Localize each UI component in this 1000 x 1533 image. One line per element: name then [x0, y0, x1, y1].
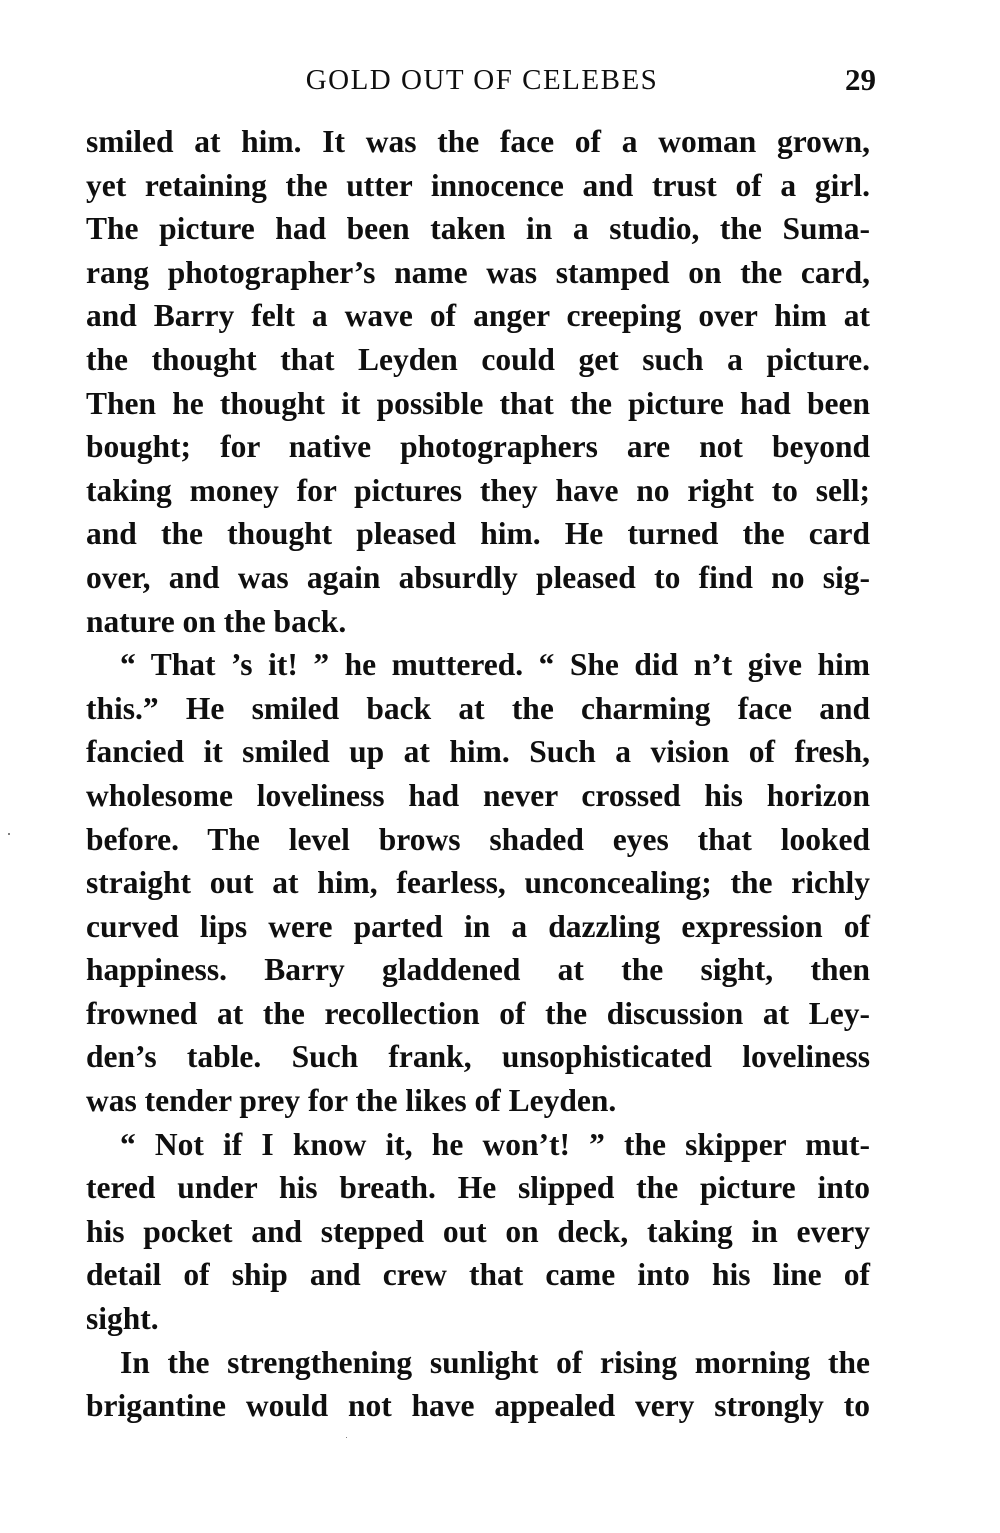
text-line: the thought that Leyden could get such a picture.: [86, 341, 870, 377]
running-title: GOLD OUT OF CELEBES: [305, 64, 659, 96]
text-line: Then he thought it possible that the picture had been: [86, 385, 870, 421]
text-line: brigantine would not have appealed very strongly to: [86, 1388, 870, 1424]
text-line: bought; for native photographers are not beyond: [86, 429, 870, 465]
text-line: den’s table. Such frank, unsophisticated loveliness: [86, 1039, 870, 1075]
scan-speck: [8, 833, 10, 835]
text-line: fancied it smiled up at him. Such a vision of fresh,: [86, 734, 870, 770]
text-line: curved lips were parted in a dazzling expression of: [86, 908, 870, 944]
text-line-paragraph-end: nature on the back.: [86, 603, 347, 639]
text-line: and Barry felt a wave of anger creeping over him at: [86, 298, 870, 334]
text-line: tered under his breath. He slipped the picture into: [86, 1170, 870, 1206]
text-line: happiness. Barry gladdened at the sight, then: [86, 952, 870, 988]
text-line-paragraph-start: “ Not if I know it, he won’t! ” the skipper mut-: [120, 1126, 870, 1162]
text-line: detail of ship and crew that came into his line of: [86, 1257, 870, 1293]
text-line: yet retaining the utter innocence and trust of a girl.: [86, 167, 870, 203]
text-line: taking money for pictures they have no right to sell;: [86, 472, 870, 508]
page-number: 29: [845, 62, 876, 97]
text-line: this.” He smiled back at the charming face and: [86, 690, 870, 726]
body-text: [86, 120, 870, 1428]
text-line: straight out at him, fearless, unconcealing; the richly: [86, 865, 870, 901]
text-line: his pocket and stepped out on deck, taking in every: [86, 1213, 870, 1249]
text-line: frowned at the recollection of the discussion at Ley-: [86, 995, 870, 1031]
text-line: rang photographer’s name was stamped on the card,: [86, 254, 870, 290]
running-head: [88, 58, 876, 102]
text-line: over, and was again absurdly pleased to find no sig-: [86, 559, 870, 595]
scan-speck: [346, 1437, 347, 1438]
text-line-paragraph-end: was tender prey for the likes of Leyden.: [86, 1083, 617, 1119]
text-line: The picture had been taken in a studio, the Suma-: [86, 211, 870, 247]
text-line-paragraph-start: “ That ’s it! ” he muttered. “ She did n’t give him: [120, 647, 870, 683]
text-line: and the thought pleased him. He turned the card: [86, 516, 870, 552]
text-line: wholesome loveliness had never crossed his horizon: [86, 777, 870, 813]
text-line-paragraph-end: sight.: [86, 1301, 159, 1337]
text-line: before. The level brows shaded eyes that looked: [86, 821, 870, 857]
text-line: smiled at him. It was the face of a woman grown,: [86, 124, 870, 159]
text-line-paragraph-start: In the strengthening sunlight of rising morning the: [120, 1344, 870, 1380]
